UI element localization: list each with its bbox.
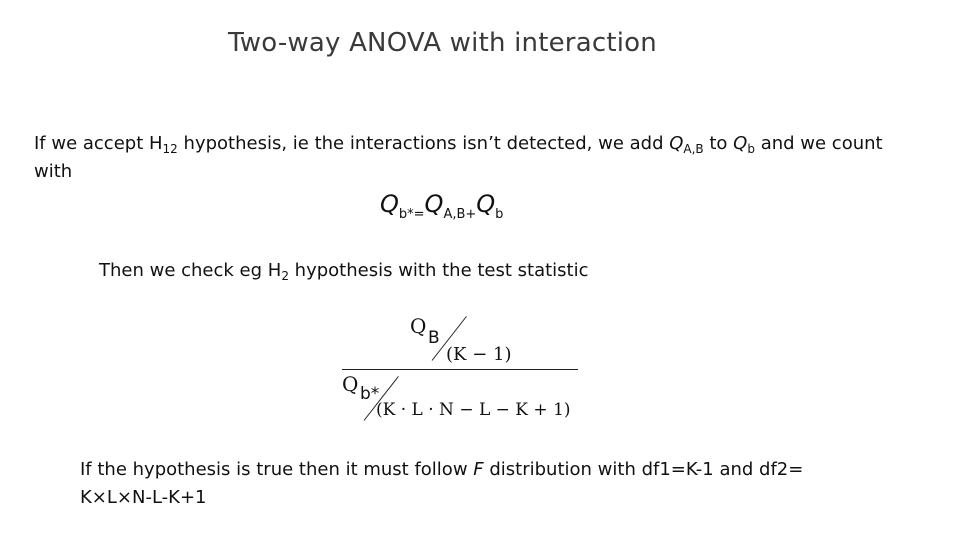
paragraph-check-h2 bbox=[99, 260, 589, 281]
p1-q-b-subscript: b bbox=[747, 142, 755, 156]
f1-sub-a: b*= bbox=[398, 207, 425, 222]
paragraph-accept-h12 bbox=[34, 130, 914, 186]
p1-q-ab: Q bbox=[669, 133, 684, 154]
test-statistic-fraction bbox=[336, 312, 596, 432]
p1-text-mid: hypothesis, ie the interactions isn’t detected, we add bbox=[177, 133, 670, 154]
denominator-subscript: b* bbox=[360, 384, 380, 404]
f1-q3: Q bbox=[476, 190, 496, 218]
p3-text-post: distribution with df1=K-1 and df2= K×L×N-L-K+1 bbox=[80, 459, 804, 508]
formula-qb-star bbox=[380, 190, 504, 222]
fraction-bar bbox=[342, 369, 578, 370]
f1-sub-c: b bbox=[495, 207, 504, 222]
paragraph-f-distribution bbox=[80, 456, 840, 512]
p1-text-pre: If we accept H bbox=[34, 133, 163, 154]
f1-sub-b: A,B+ bbox=[443, 207, 477, 222]
p1-text-to: to bbox=[703, 133, 734, 154]
p1-q-b: Q bbox=[733, 133, 748, 154]
p2-h-subscript: 2 bbox=[281, 269, 289, 283]
p1-q-ab-subscript: A,B bbox=[683, 142, 704, 156]
numerator-q: Q bbox=[410, 314, 427, 338]
numerator-subscript: B bbox=[428, 328, 440, 348]
p2-text-pre: Then we check eg H bbox=[99, 260, 282, 281]
denominator-q: Q bbox=[342, 372, 359, 396]
p3-f: F bbox=[473, 459, 484, 480]
slide-title: Two-way ANOVA with interaction bbox=[228, 28, 657, 58]
p1-h-subscript: 12 bbox=[162, 142, 178, 156]
p2-text-post: hypothesis with the test statistic bbox=[288, 260, 589, 281]
f1-q1: Q bbox=[380, 190, 399, 218]
p3-text-pre: If the hypothesis is true then it must follow bbox=[80, 459, 474, 480]
f1-q2: Q bbox=[424, 190, 444, 218]
numerator-df: (K − 1) bbox=[446, 344, 512, 365]
p1-text-post: and we count with bbox=[34, 133, 883, 182]
denominator-df: (K · L · N − L − K + 1) bbox=[376, 400, 571, 420]
